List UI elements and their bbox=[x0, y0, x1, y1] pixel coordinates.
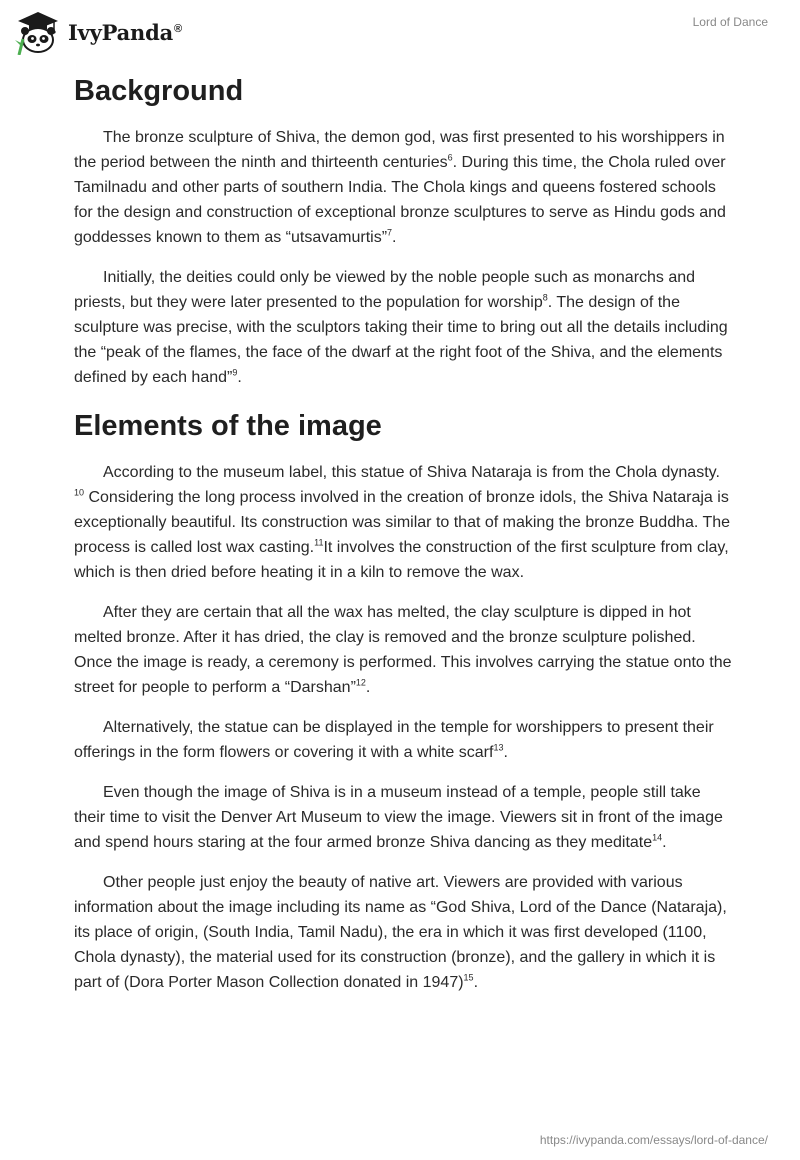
text-run: Other people just enjoy the beauty of native art. Viewers are provided with various information about the image including its name as “God Shiva, Lord of the Dance (Nataraja), its place of origin, (South India, Tamil Nadu), the era in which it was first developed (1100, Chola dynasty), the material used for its construction (bronze), and the gallery in which it is part of (Dora Porter Mason Collection donated in 1947) bbox=[74, 874, 727, 991]
section-heading: Background bbox=[74, 75, 244, 107]
source-url[interactable]: https://ivypanda.com/essays/lord-of-dance/ bbox=[539, 1133, 768, 1147]
body-paragraph bbox=[74, 460, 734, 585]
registered-mark: ® bbox=[174, 22, 182, 35]
footnote-ref: 10 bbox=[74, 487, 85, 498]
text-run: . During this time, the Chola ruled over Tamilnadu and other parts of southern India. The Chola kings and queens fostered schools for the design and construction of exceptional bronze sculptures to serve as Hindu gods and goddesses known to them as “utsavamurtis” bbox=[74, 154, 726, 246]
section-heading: Elements of the image bbox=[74, 410, 382, 442]
text-run: After they are certain that all the wax has melted, the clay sculpture is dipped in hot melted bronze. After it has dried, the clay is removed and the bronze sculpture polished. Once the image is ready, a ceremony is performed. This involves carrying the statue onto the street for people to perform a “Darshan” bbox=[74, 604, 732, 696]
body-paragraph bbox=[74, 870, 734, 995]
brand-name: IvyPanda® bbox=[68, 19, 182, 45]
body-paragraph bbox=[74, 125, 734, 250]
body-paragraph bbox=[74, 715, 734, 765]
footnote-ref: 6 bbox=[447, 152, 453, 163]
footnote-ref: 11 bbox=[314, 537, 324, 548]
text-run: . bbox=[662, 834, 667, 851]
essay-body bbox=[74, 70, 734, 1010]
document-title: Lord of Dance bbox=[692, 15, 768, 29]
footnote-ref: 7 bbox=[387, 227, 393, 238]
text-run: Even though the image of Shiva is in a museum instead of a temple, people still take their time to visit the Denver Art Museum to view the image. Viewers sit in front of the image and spend hours staring at the four armed bronze Shiva dancing as they meditate bbox=[74, 784, 723, 851]
text-run: It involves the construction of the first sculpture from clay, which is then dried before heating it in a kiln to remove the wax. bbox=[74, 539, 729, 581]
body-paragraph bbox=[74, 780, 734, 855]
footnote-ref: 9 bbox=[232, 367, 238, 378]
page-header bbox=[0, 0, 800, 64]
footnote-ref: 13 bbox=[493, 742, 504, 753]
panda-mascot-icon bbox=[14, 9, 62, 55]
footnote-ref: 8 bbox=[542, 292, 548, 303]
text-run: . bbox=[473, 974, 479, 991]
text-run: . bbox=[237, 369, 242, 386]
text-run: Initially, the deities could only be viewed by the noble people such as monarchs and priests, but they were later presented to the population for worship bbox=[74, 269, 696, 311]
text-run: . The design of the sculpture was precise, with the sculptors taking their time to bring out all the details including the “peak of the flames, the face of the dwarf at the right foot of the Shiva, and the elements defined by each hand” bbox=[74, 294, 728, 386]
brand-logo[interactable] bbox=[14, 8, 182, 56]
text-run: The bronze sculpture of Shiva, the demon god, was first presented to his worshippers in the period between the ninth and thirteenth centuries bbox=[74, 129, 725, 171]
body-paragraph bbox=[74, 600, 734, 700]
text-run: Alternatively, the statue can be displayed in the temple for worshippers to present their offerings in the form flowers or covering it with a white scarf bbox=[74, 719, 714, 761]
body-paragraph bbox=[74, 265, 734, 390]
text-run: . bbox=[503, 744, 508, 761]
footnote-ref: 12 bbox=[355, 677, 366, 688]
footnote-ref: 14 bbox=[652, 832, 663, 843]
text-run: . bbox=[365, 679, 371, 696]
text-run: . bbox=[392, 229, 397, 246]
footnote-ref: 15 bbox=[463, 972, 474, 983]
text-run: According to the museum label, this statue of Shiva Nataraja is from the Chola dynasty. bbox=[103, 464, 720, 481]
text-run: Considering the long process involved in the creation of bronze idols, the Shiva Nataraja is exceptionally beautiful. Its construction was similar to that of making the bronze Buddha. The process is called lost wax casting. bbox=[74, 489, 731, 556]
